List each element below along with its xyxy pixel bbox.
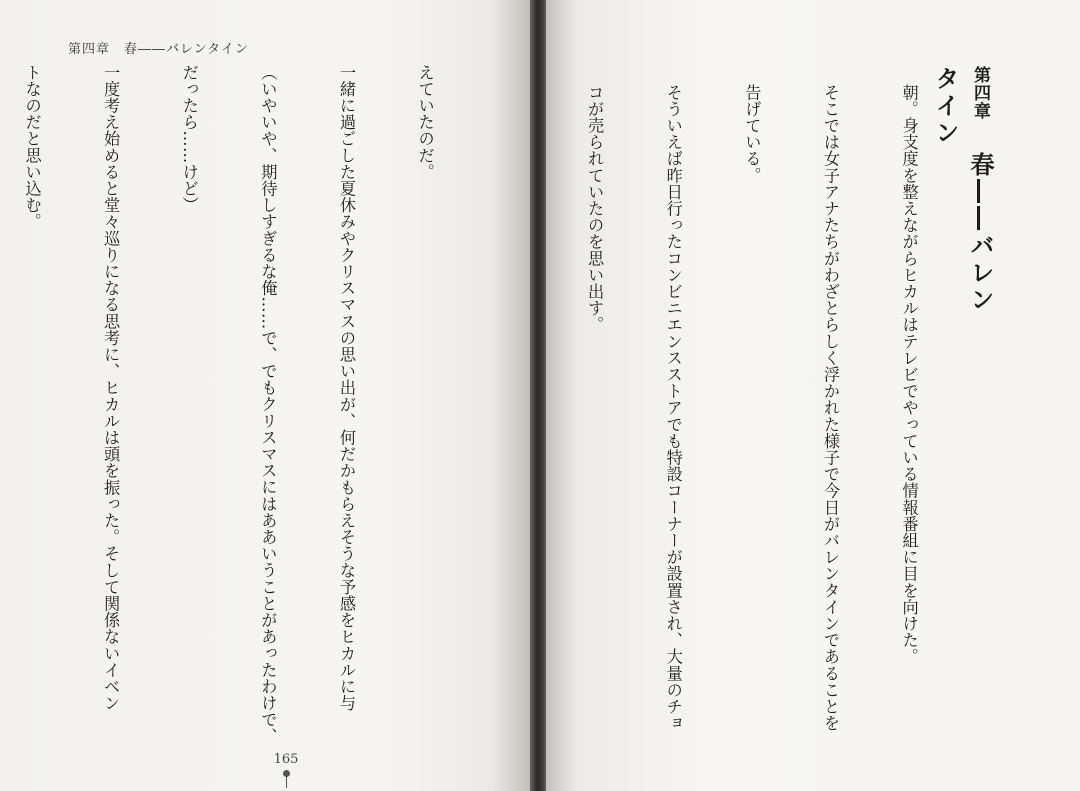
text-line: 告げている。 [742,84,762,184]
text-line: えていたのだ。 [415,64,435,181]
text-line: そこでは女子アナたちがわざとらしく浮かれた様子で今日がバレンタインであることを [820,84,840,732]
right-page [546,0,1080,791]
text-line: トなのだと思い込む。 [22,64,42,230]
chapter-number: 第四章 [970,66,990,120]
text-line: 朝。身支度を整えながらヒカルはテレビでやっている情報番組に目を向けた。 [899,84,919,665]
page-number: 165 [273,752,299,767]
text-line: 一度考え始めると堂々巡りになる思考に、ヒカルは頭を振った。そして関係ないイベン [101,64,121,712]
text-line: （いやいや、期待しすぎるな俺……で、でもクリスマスにはああいうことがあったわけで、 [258,64,278,745]
chapter-title: 春――バレンタイン [931,66,994,314]
left-page [0,0,534,791]
text-line: 一緒に過ごした夏休みやクリスマスの思い出が、何だかもらえそうな予感をヒカルに与 [336,64,356,712]
page-marker-icon [286,770,287,788]
running-head: 第四章 春――バレンタイン [68,42,249,57]
left-page-body [0,64,490,744]
right-page-body [546,84,974,732]
text-line: そういえば昨日行ったコンビニエンスストアでも特設コーナーが設置され、大量のチョ [663,84,683,732]
text-line: だったら……けど） [179,64,199,214]
text-line: コが売られていたのを思い出す。 [585,84,605,333]
